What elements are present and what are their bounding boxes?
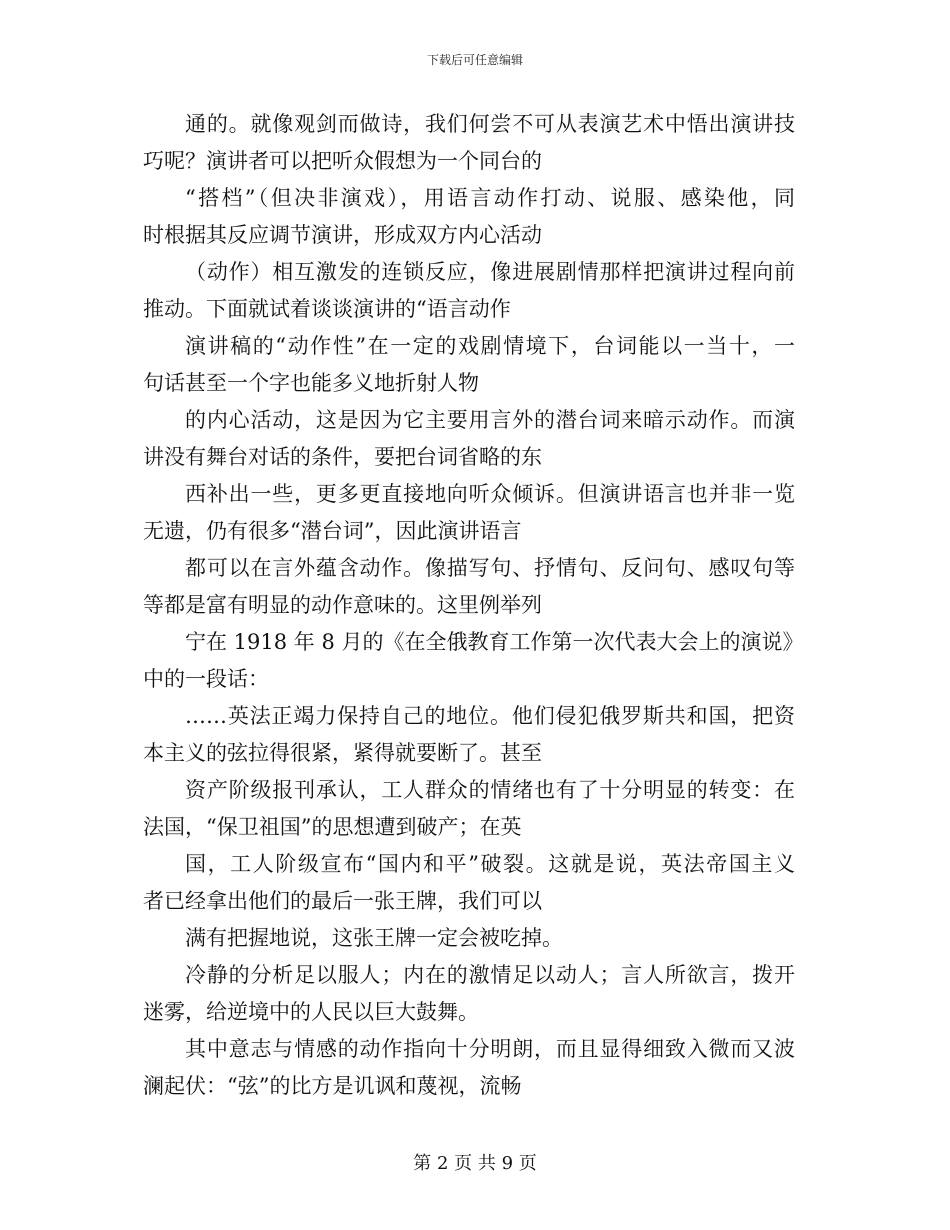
paragraph-line: 本主义的弦拉得很紧，紧得就要断了。甚至 <box>143 741 542 765</box>
paragraph-line: 通的。就像观剑而做诗，我们何尝不可从表演艺术中悟出演讲技 <box>185 112 795 136</box>
paragraph-line: 澜起伏：“弦”的比方是讥讽和蔑视，流畅 <box>143 1074 522 1098</box>
paragraph-line: 都可以在言外蕴含动作。像描写句、抒情句、反问句、感叹句等 <box>185 556 795 580</box>
paragraph-line: 巧呢？演讲者可以把听众假想为一个同台的 <box>143 149 542 173</box>
page-header: 下载后可任意编辑 <box>426 53 523 67</box>
paragraph-line: 其中意志与情感的动作指向十分明朗，而且显得细致入微而又波 <box>185 1037 795 1061</box>
paragraph-line: 无遗，仍有很多“潜台词”，因此演讲语言 <box>143 519 522 543</box>
paragraph-line: 满有把握地说，这张王牌一定会被吃掉。 <box>185 926 563 950</box>
paragraph-line: ……英法正竭力保持自己的地位。他们侵犯俄罗斯共和国，把资 <box>185 704 795 728</box>
paragraph-line: 迷雾，给逆境中的人民以巨大鼓舞。 <box>143 1000 479 1024</box>
paragraph-line: 演讲稿的“动作性”在一定的戏剧情境下，台词能以一当十，一 <box>185 334 795 358</box>
paragraph-line: 等都是富有明显的动作意味的。这里例举列 <box>143 593 542 617</box>
paragraph-line: （动作）相互激发的连锁反应，像进展剧情那样把演讲过程向前 <box>185 260 795 284</box>
page-footer: 第 2 页 共 9 页 <box>413 1153 537 1174</box>
paragraph-line: 资产阶级报刊承认，工人群众的情绪也有了十分明显的转变：在 <box>185 778 795 802</box>
paragraph-line: “搭档”（但决非演戏），用语言动作打动、说服、感染他，同 <box>185 186 795 210</box>
paragraph-line: 冷静的分析足以服人；内在的激情足以动人；言人所欲言，拨开 <box>185 963 795 987</box>
paragraph-line: 国，工人阶级宣布“国内和平”破裂。这就是说，英法帝国主义 <box>185 852 795 876</box>
paragraph-line: 推动。下面就试着谈谈演讲的“语言动作 <box>143 297 511 321</box>
paragraph-line: 的内心活动，这是因为它主要用言外的潜台词来暗示动作。而演 <box>185 408 795 432</box>
paragraph-line: 时根据其反应调节演讲，形成双方内心活动 <box>143 223 542 247</box>
paragraph-line: 者已经拿出他们的最后一张王牌，我们可以 <box>143 889 542 913</box>
paragraph-line: 句话甚至一个字也能多义地折射人物 <box>143 371 479 395</box>
paragraph-line: 讲没有舞台对话的条件，要把台词省略的东 <box>143 445 542 469</box>
paragraph-line: 中的一段话： <box>143 667 269 691</box>
paragraph-line: 西补出一些，更多更直接地向听众倾诉。但演讲语言也并非一览 <box>185 482 795 506</box>
paragraph-line: 法国，“保卫祖国”的思想遭到破产；在英 <box>143 815 522 839</box>
paragraph-line: 宁在 1918 年 8 月的《在全俄教育工作第一次代表大会上的演说》 <box>185 630 804 654</box>
document-body <box>143 106 804 1105</box>
